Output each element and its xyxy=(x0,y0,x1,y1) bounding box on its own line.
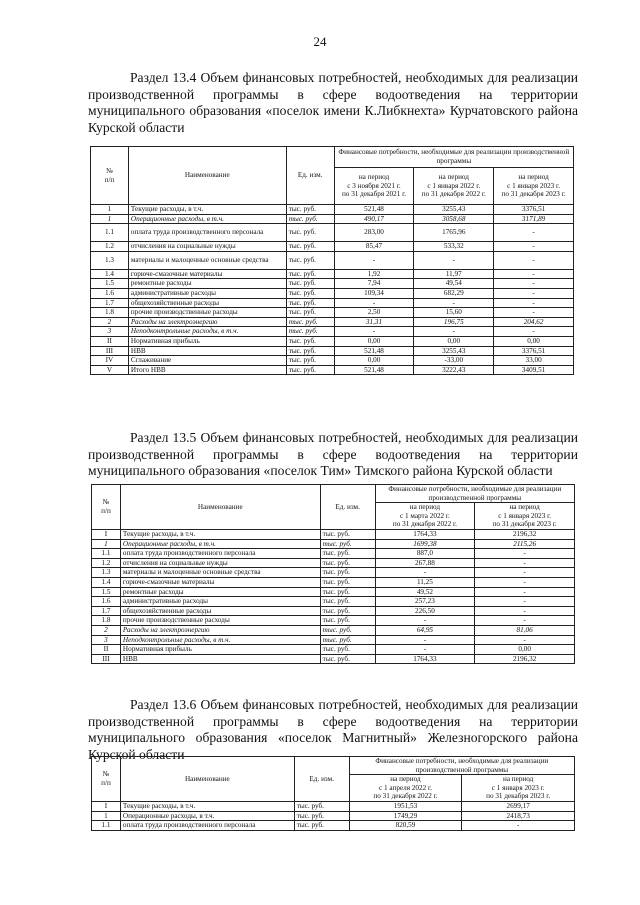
row-number: 1.6 xyxy=(92,597,121,607)
table-row xyxy=(91,224,574,242)
name-header: Наименование xyxy=(120,757,294,802)
table-row xyxy=(92,616,575,626)
row-unit: тыс. руб. xyxy=(320,558,375,568)
row-value: 521,48 xyxy=(334,365,414,375)
row-number: III xyxy=(91,346,129,356)
row-value: - xyxy=(375,635,475,645)
row-unit: тыс. руб. xyxy=(320,539,375,549)
row-value: - xyxy=(494,242,574,252)
table-row xyxy=(91,346,574,356)
row-unit: тыс. руб. xyxy=(320,529,375,539)
row-number: 1.8 xyxy=(91,308,129,318)
row-value: - xyxy=(475,635,575,645)
row-unit: тыс. руб. xyxy=(320,577,375,587)
table-row xyxy=(91,365,574,375)
period-header: на период с 3 ноября 2021 г. по 31 декабря 2021 г. xyxy=(334,168,414,205)
row-value: 0,00 xyxy=(334,356,414,366)
row-name: оплата труда производственного персонала xyxy=(120,549,320,559)
row-name: прочие производственные расходы xyxy=(120,616,320,626)
period-header: на период с 1 января 2023 г. по 31 декабря 2023 г. xyxy=(494,168,574,205)
row-value: - xyxy=(494,224,574,242)
row-value: - xyxy=(375,645,475,655)
row-unit: тыс. руб. xyxy=(320,606,375,616)
row-value: 490,17 xyxy=(334,214,414,224)
row-number: 1.5 xyxy=(92,587,121,597)
table-row xyxy=(91,298,574,308)
row-value: - xyxy=(334,251,414,269)
table-row xyxy=(91,242,574,252)
row-name: оплата труда производственного персонала xyxy=(120,821,294,831)
row-value: 267,88 xyxy=(375,558,475,568)
financial-needs-header: Финансовые потребности, необходимые для реализации производственной программы xyxy=(375,485,574,503)
row-value: 2196,32 xyxy=(475,529,575,539)
row-number: 1.8 xyxy=(92,616,121,626)
row-value: 11,25 xyxy=(375,577,475,587)
row-unit: тыс. руб. xyxy=(286,279,334,289)
row-number: 3 xyxy=(91,327,129,337)
row-name: отчисления на социальные нужды xyxy=(120,558,320,568)
row-number: 1.3 xyxy=(92,568,121,578)
page-number: 24 xyxy=(313,34,327,49)
row-number: 1.7 xyxy=(92,606,121,616)
row-value: 15,60 xyxy=(414,308,494,318)
row-value: 109,34 xyxy=(334,288,414,298)
row-value: 81,06 xyxy=(475,625,575,635)
row-value: 1749,29 xyxy=(349,811,462,821)
row-unit: тыс. руб. xyxy=(286,317,334,327)
row-value: 3222,43 xyxy=(414,365,494,375)
row-value: 33,00 xyxy=(494,356,574,366)
row-value: 85,47 xyxy=(334,242,414,252)
row-value: - xyxy=(475,568,575,578)
row-unit: тыс. руб. xyxy=(320,549,375,559)
row-unit: тыс. руб. xyxy=(294,821,349,831)
period-header: на период с 1 марта 2022 г. по 31 декабря 2022 г. xyxy=(375,503,475,530)
row-number: I xyxy=(92,529,121,539)
row-unit: тыс. руб. xyxy=(320,597,375,607)
row-value: 2115,26 xyxy=(475,539,575,549)
section-13-4-title: Раздел 13.4 Объем финансовых потребностей, необходимых для реализации производственной программы в сфере водоотведения на территории муниципального образования «поселок имени К.Либкнехта» Курчатовского района Курской области xyxy=(88,70,578,135)
row-number: V xyxy=(91,365,129,375)
period-header: на период с 1 января 2023 г. по 31 декабря 2023 г. xyxy=(475,503,575,530)
header-row xyxy=(92,757,575,775)
row-name: Операционные расходы, в т.ч. xyxy=(120,539,320,549)
row-unit: тыс. руб. xyxy=(320,645,375,655)
row-number: 1.3 xyxy=(91,251,129,269)
row-value: - xyxy=(475,597,575,607)
row-value: - xyxy=(494,269,574,279)
row-number: 1 xyxy=(92,811,121,821)
row-value: 0,00 xyxy=(494,336,574,346)
row-value: 0,00 xyxy=(334,336,414,346)
period-header: на период с 1 апреля 2022 г. по 31 декабря 2022 г. xyxy=(349,775,462,802)
units-header: Ед. изм. xyxy=(286,147,334,205)
row-name: НВВ xyxy=(120,654,320,664)
row-value: - xyxy=(375,616,475,626)
row-value: 533,32 xyxy=(414,242,494,252)
row-value: 521,48 xyxy=(334,205,414,215)
row-value: - xyxy=(494,327,574,337)
row-unit: тыс. руб. xyxy=(286,288,334,298)
section-13-5-heading xyxy=(88,430,578,480)
row-value: 3376,51 xyxy=(494,346,574,356)
row-name: горюче-смазочные материалы xyxy=(120,577,320,587)
table-row xyxy=(91,279,574,289)
num-header: № п/п xyxy=(92,757,121,802)
row-value: - xyxy=(334,298,414,308)
row-name: Нормативная прибыль xyxy=(128,336,286,346)
row-value: 196,75 xyxy=(414,317,494,327)
row-number: 1.4 xyxy=(92,577,121,587)
period-header: на период с 1 января 2023 г. по 31 декабря 2023 г. xyxy=(462,775,575,802)
row-value: 2196,32 xyxy=(475,654,575,664)
row-name: прочие производственные расходы xyxy=(128,308,286,318)
table-row xyxy=(92,801,575,811)
row-value: - xyxy=(494,298,574,308)
row-value: 1765,96 xyxy=(414,224,494,242)
row-name: Итого НВВ xyxy=(128,365,286,375)
row-value: 49,52 xyxy=(375,587,475,597)
row-name: ремонтные расходы xyxy=(128,279,286,289)
section-13-6-heading xyxy=(88,697,578,763)
row-value: 3255,43 xyxy=(414,205,494,215)
table-row xyxy=(92,577,575,587)
row-unit: тыс. руб. xyxy=(320,635,375,645)
table-row xyxy=(92,606,575,616)
row-name: Расходы на электроэнергию xyxy=(120,625,320,635)
table-row xyxy=(92,549,575,559)
num-header: № п/п xyxy=(92,485,121,530)
table-row xyxy=(91,205,574,215)
row-number: IV xyxy=(91,356,129,366)
row-name: общехозяйственные расходы xyxy=(120,606,320,616)
row-name: Неподконтрольные расходы, в т.ч. xyxy=(128,327,286,337)
header-row xyxy=(91,147,574,168)
row-value: - xyxy=(414,298,494,308)
row-name: Операционные расходы, в т.ч. xyxy=(128,214,286,224)
table-row xyxy=(92,568,575,578)
row-value: 820,59 xyxy=(349,821,462,831)
row-value: 257,23 xyxy=(375,597,475,607)
row-number: 1.7 xyxy=(91,298,129,308)
row-number: 1.6 xyxy=(91,288,129,298)
row-value: - xyxy=(414,327,494,337)
row-value: 682,29 xyxy=(414,288,494,298)
row-unit: тыс. руб. xyxy=(294,811,349,821)
row-unit: тыс. руб. xyxy=(286,251,334,269)
row-value: - xyxy=(475,616,575,626)
row-value: - xyxy=(462,821,575,831)
table-row xyxy=(91,251,574,269)
row-name: Текущие расходы, в т.ч. xyxy=(120,529,320,539)
table-row xyxy=(92,625,575,635)
period-header: на период с 1 января 2022 г. по 31 декабря 2022 г. xyxy=(414,168,494,205)
financial-needs-header: Финансовые потребности, необходимые для реализации производственной программы xyxy=(349,757,574,775)
num-header: № п/п xyxy=(91,147,129,205)
row-value: - xyxy=(475,587,575,597)
table-row xyxy=(92,539,575,549)
row-name: НВВ xyxy=(128,346,286,356)
row-value: 283,00 xyxy=(334,224,414,242)
row-value: 2699,17 xyxy=(462,801,575,811)
row-value: - xyxy=(475,558,575,568)
row-number: II xyxy=(91,336,129,346)
row-unit: тыс. руб. xyxy=(286,346,334,356)
row-name: ремонтные расходы xyxy=(120,587,320,597)
table-row xyxy=(92,635,575,645)
row-value: 1764,33 xyxy=(375,529,475,539)
table-row xyxy=(92,821,575,831)
row-unit: тыс. руб. xyxy=(286,356,334,366)
row-name: отчисления на социальные нужды xyxy=(128,242,286,252)
row-unit: тыс. руб. xyxy=(320,568,375,578)
row-unit: тыс. руб. xyxy=(320,625,375,635)
section-13-4-heading xyxy=(88,70,578,136)
row-value: - xyxy=(414,251,494,269)
table-row xyxy=(91,317,574,327)
row-name: общехозяйственные расходы xyxy=(128,298,286,308)
section-13-5-title: Раздел 13.5 Объем финансовых потребностей, необходимых для реализации производственной программы в сфере водоотведения на территории муниципального образования «поселок Тим» Тимского района Курской области xyxy=(88,430,578,478)
row-unit: тыс. руб. xyxy=(286,269,334,279)
row-value: 3171,89 xyxy=(494,214,574,224)
row-value: 204,62 xyxy=(494,317,574,327)
row-name: административные расходы xyxy=(120,597,320,607)
row-number: 1 xyxy=(91,214,129,224)
row-unit: тыс. руб. xyxy=(294,801,349,811)
row-value: - xyxy=(494,288,574,298)
table-row xyxy=(91,288,574,298)
row-value: - xyxy=(375,568,475,578)
row-number: 1 xyxy=(91,205,129,215)
row-value: 0,00 xyxy=(414,336,494,346)
row-value: 49,54 xyxy=(414,279,494,289)
row-value: 1951,53 xyxy=(349,801,462,811)
row-number: 1.1 xyxy=(92,549,121,559)
row-number: 3 xyxy=(92,635,121,645)
row-value: -33,00 xyxy=(414,356,494,366)
row-number: 1.1 xyxy=(91,224,129,242)
row-number: 2 xyxy=(92,625,121,635)
row-value: 1699,38 xyxy=(375,539,475,549)
row-value: 64,95 xyxy=(375,625,475,635)
row-value: 3058,68 xyxy=(414,214,494,224)
row-value: 0,00 xyxy=(475,645,575,655)
row-value: - xyxy=(475,577,575,587)
row-number: 1.4 xyxy=(91,269,129,279)
row-number: III xyxy=(92,654,121,664)
row-value: - xyxy=(475,606,575,616)
row-unit: тыс. руб. xyxy=(286,224,334,242)
table-row xyxy=(92,558,575,568)
table-row xyxy=(91,308,574,318)
row-value: 31,31 xyxy=(334,317,414,327)
row-name: Операционные расходы, в т.ч. xyxy=(120,811,294,821)
name-header: Наименование xyxy=(120,485,320,530)
row-unit: тыс. руб. xyxy=(286,298,334,308)
table-row xyxy=(92,654,575,664)
row-name: оплата труда производственного персонала xyxy=(128,224,286,242)
row-unit: тыс. руб. xyxy=(286,205,334,215)
section-13-4-table xyxy=(90,146,574,375)
row-number: 1.2 xyxy=(91,242,129,252)
row-name: административные расходы xyxy=(128,288,286,298)
row-name: Нормативная прибыль xyxy=(120,645,320,655)
row-value: 7,94 xyxy=(334,279,414,289)
row-unit: тыс. руб. xyxy=(320,654,375,664)
row-number: 1.2 xyxy=(92,558,121,568)
row-value: 2418,73 xyxy=(462,811,575,821)
row-name: материалы и малоценные основные средства xyxy=(120,568,320,578)
row-number: II xyxy=(92,645,121,655)
row-value: 11,97 xyxy=(414,269,494,279)
row-number: 2 xyxy=(91,317,129,327)
row-name: Расходы на электроэнергию xyxy=(128,317,286,327)
row-value: - xyxy=(494,308,574,318)
row-name: горюче-смазочные материалы xyxy=(128,269,286,279)
row-unit: тыс. руб. xyxy=(286,242,334,252)
table-row xyxy=(92,811,575,821)
row-value: 3255,43 xyxy=(414,346,494,356)
row-value: 3376,51 xyxy=(494,205,574,215)
row-number: 1 xyxy=(92,539,121,549)
table-row xyxy=(91,327,574,337)
row-unit: тыс. руб. xyxy=(286,336,334,346)
row-value: 1,92 xyxy=(334,269,414,279)
table-row xyxy=(92,529,575,539)
section-13-6-title: Раздел 13.6 Объем финансовых потребностей, необходимых для реализации производственной программы в сфере водоотведения на территории муниципального образования «поселок Магнитный» Железногорского района Курской области xyxy=(88,697,578,762)
row-value: - xyxy=(494,251,574,269)
row-value: 3409,51 xyxy=(494,365,574,375)
table-row xyxy=(92,645,575,655)
table-row xyxy=(92,597,575,607)
row-value: - xyxy=(334,327,414,337)
row-value: 887,0 xyxy=(375,549,475,559)
table-row xyxy=(91,356,574,366)
row-name: Неподконтрольные расходы, в т.ч. xyxy=(120,635,320,645)
row-number: 1.5 xyxy=(91,279,129,289)
units-header: Ед. изм. xyxy=(320,485,375,530)
section-13-6-table xyxy=(91,756,575,831)
row-unit: тыс. руб. xyxy=(286,365,334,375)
row-value: 521,48 xyxy=(334,346,414,356)
row-value: - xyxy=(494,279,574,289)
table-row xyxy=(91,214,574,224)
financial-needs-header: Финансовые потребности, необходимые для реализации производственной программы xyxy=(334,147,573,168)
row-unit: тыс. руб. xyxy=(286,214,334,224)
table-row xyxy=(91,269,574,279)
row-value: 226,50 xyxy=(375,606,475,616)
row-name: Текущие расходы, в т.ч. xyxy=(120,801,294,811)
row-unit: тыс. руб. xyxy=(320,587,375,597)
row-name: Сглаживание xyxy=(128,356,286,366)
section-13-5-table xyxy=(91,484,575,664)
row-number: I xyxy=(92,801,121,811)
row-name: Текущие расходы, в т.ч. xyxy=(128,205,286,215)
row-value: 1764,33 xyxy=(375,654,475,664)
name-header: Наименование xyxy=(128,147,286,205)
row-name: материалы и малоценные основные средства xyxy=(128,251,286,269)
row-number: 1.1 xyxy=(92,821,121,831)
units-header: Ед. изм. xyxy=(294,757,349,802)
row-value: - xyxy=(475,549,575,559)
table-row xyxy=(91,336,574,346)
row-value: 2,50 xyxy=(334,308,414,318)
row-unit: тыс. руб. xyxy=(286,308,334,318)
row-unit: тыс. руб. xyxy=(320,616,375,626)
table-row xyxy=(92,587,575,597)
row-unit: тыс. руб. xyxy=(286,327,334,337)
header-row xyxy=(92,485,575,503)
